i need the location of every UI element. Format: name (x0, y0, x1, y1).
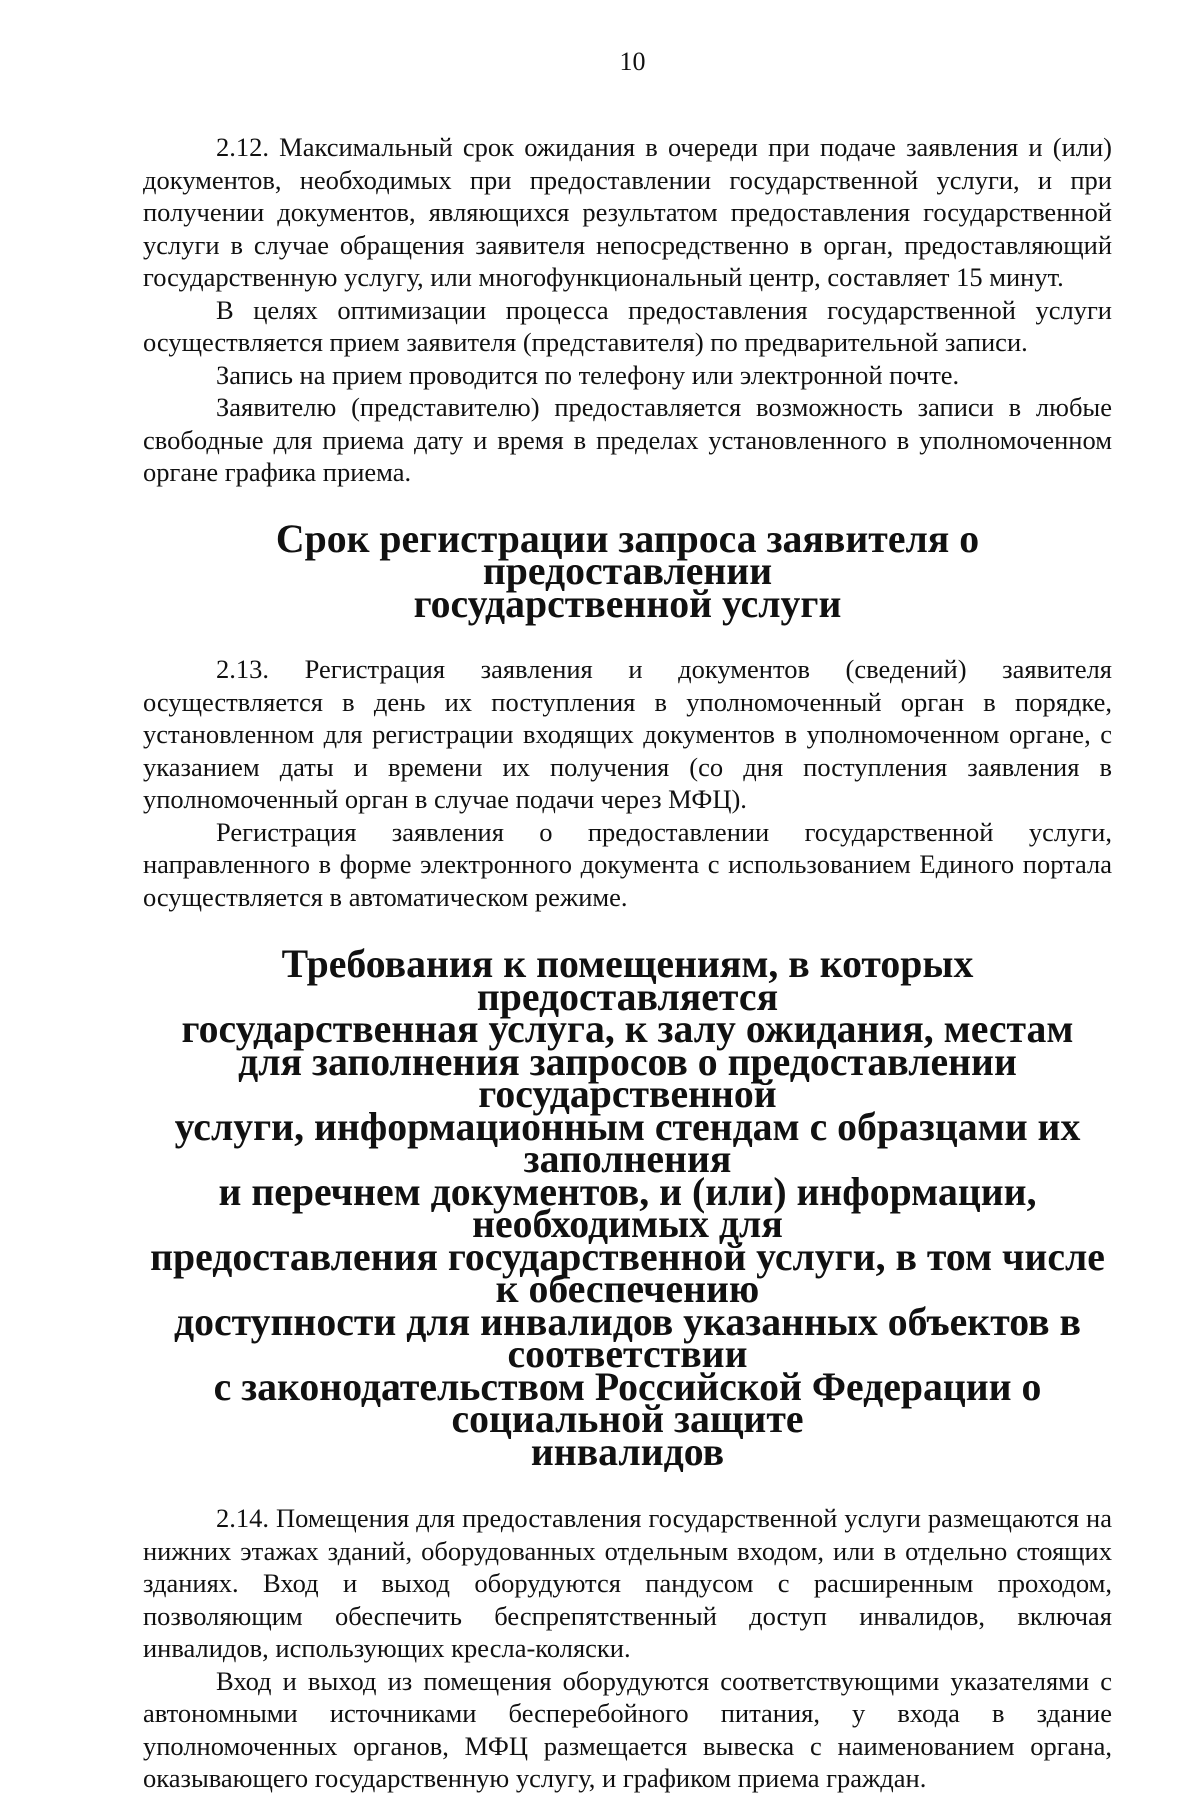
heading-line: государственная услуга, к залу ожидания, местам (181, 1007, 1074, 1051)
heading-line: услуги, информационным стендам с образцами их заполнения (174, 1104, 1081, 1181)
section-heading-registration (143, 516, 1112, 626)
heading-line: предоставления государственной услуги, в том числе к обеспечению (150, 1234, 1105, 1311)
paragraph-2-13-electronic-registration: Регистрация заявления о предоставлении государственной услуги, направленного в форме электронного документа с использованием Единого портала осуществляется в автоматическом режиме. (143, 816, 1112, 912)
paragraph-2-12-appointment: В целях оптимизации процесса предоставления государственной услуги осуществляется прием заявителя (представителя) по предварительной записи. (143, 294, 1112, 357)
heading-line: с законодательством Российской Федерации о социальной защите (213, 1364, 1042, 1441)
heading-line: для заполнения запросов о предоставлении государственной (238, 1039, 1017, 1116)
paragraph-2-12-booking-schedule: Заявителю (представителю) предоставляется возможность записи в любые свободные для приема дату и время в пределах установленного в уполномоченном органе графика приема. (143, 392, 1112, 487)
paragraph-2-12-waiting-time: 2.12. Максимальный срок ожидания в очереди при подаче заявления и (или) документов, необходимых при предоставлении государственной услуги, и при получении документов, являющихся результатом предоставления государственной услуги в случае обращения заявителя непосредственно в орган, предоставляющий государственную услугу, или многофункциональный центр, составляет 15 минут. (143, 132, 1112, 292)
page-number: 10 (619, 47, 646, 76)
paragraph-2-12-booking-method: Запись на прием проводится по телефону или электронной почте. (216, 359, 960, 390)
heading-line: государственной услуги (413, 581, 842, 626)
heading-line: Требования к помещениям, в которых предоставляется (281, 942, 974, 1019)
paragraph-2-14-entrance-signage: Вход и выход из помещения оборудуются соответствующими указателями с автономными источниками бесперебойного питания, у входа в здание уполномоченных органов, МФЦ размещается вывеска с наименованием органа, оказывающего государственную услугу, и графиком приема граждан. (143, 1665, 1112, 1793)
section-heading-premises-requirements (143, 942, 1112, 1474)
heading-line: и перечнем документов, и (или) информации, необходимых для (218, 1169, 1037, 1246)
heading-line: инвалидов (530, 1429, 725, 1474)
heading-line: Срок регистрации запроса заявителя о предоставлении (275, 516, 980, 593)
heading-line: доступности для инвалидов указанных объектов в соответствии (174, 1299, 1081, 1376)
paragraph-2-14-premises: 2.14. Помещения для предоставления государственной услуги размещаются на нижних этажах зданий, оборудованных отдельным входом, или в отдельно стоящих зданиях. Вход и выход оборудуются пандусом с расширенным проходом, позволяющим обеспечить беспрепятственный доступ инвалидов, включая инвалидов, использующих кресла-коляски. (143, 1503, 1112, 1663)
paragraph-2-13-registration: 2.13. Регистрация заявления и документов (сведений) заявителя осуществляется в день их поступления в уполномоченный орган в порядке, установленном для регистрации входящих документов в уполномоченном органе, с указанием даты и времени их получения (со дня поступления заявления в уполномоченный орган в случае подачи через МФЦ). (143, 654, 1112, 814)
